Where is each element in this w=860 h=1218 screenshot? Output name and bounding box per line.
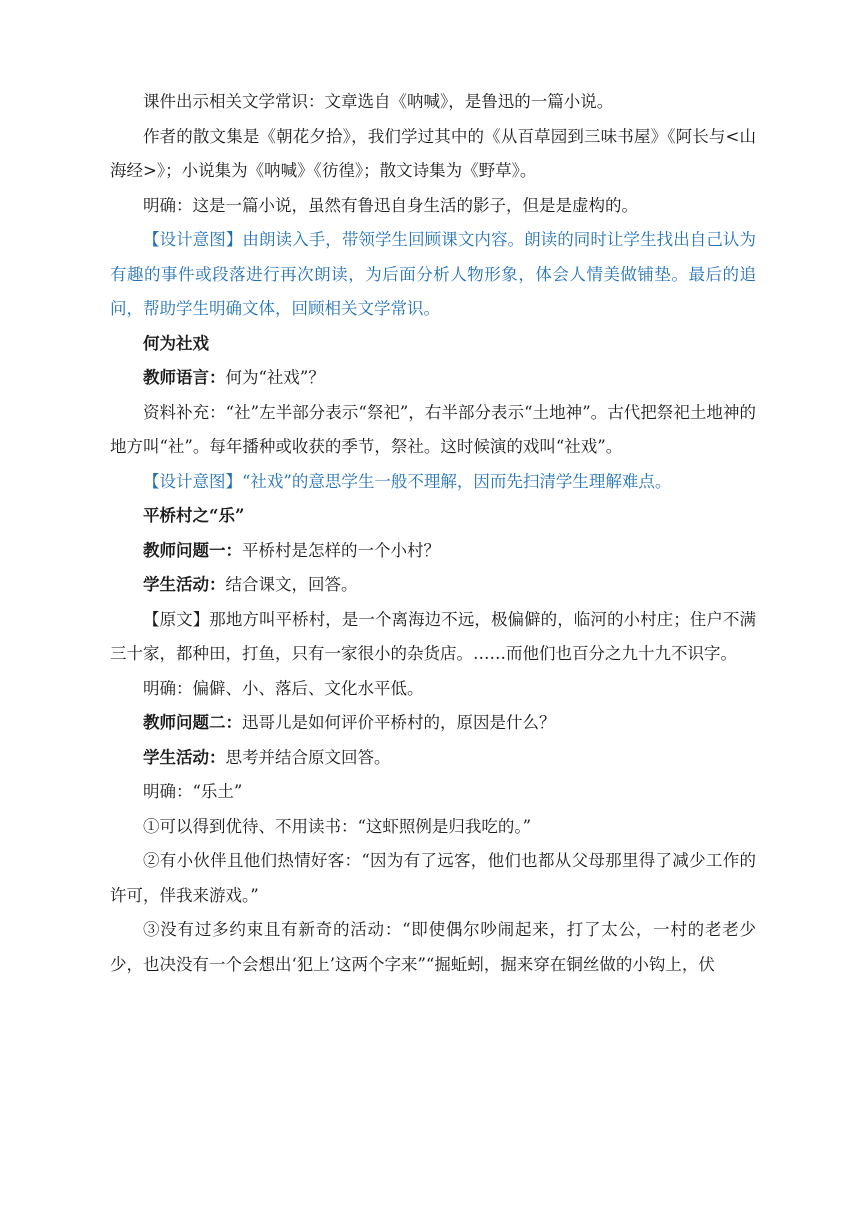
paragraph-supplementary-material: 资料补充：“社”左半部分表示“祭祀”，右半部分表示“土地神”。古代把祭祀土地神的地方叫“社”。每年播种或收获的季节，祭社。这时候演的戏叫“社戏”。 (110, 402, 756, 456)
section-heading-what-is-shexi: 何为社戏 (143, 333, 209, 353)
text-teacher-question-1: 平桥村是怎样的一个小村？ (242, 540, 440, 560)
label-student-activity-2: 学生活动： (143, 747, 226, 767)
paragraph-teacher-question-1 (110, 534, 756, 569)
list-item-reason-1: ①可以得到优待、不用读书：“这虾照例是归我吃的。” (143, 816, 532, 836)
paragraph-literary-knowledge: 课件出示相关文学常识：文章选自《呐喊》，是鲁迅的一篇小说。 (143, 92, 614, 111)
paragraph-author-works: 作者的散文集是《朝花夕拾》，我们学过其中的《从百草园到三味书屋》《阿长与<山海经>》；小说集为《呐喊》《彷徨》；散文诗集为《野草》。 (110, 126, 756, 180)
paragraph-clarification-village: 明确：偏僻、小、落后、文化水平低。 (143, 678, 424, 698)
label-student-activity-1: 学生活动： (143, 575, 226, 594)
text-student-activity-1: 结合课文，回答。 (225, 575, 358, 594)
label-teacher-question-1: 教师问题一： (143, 540, 242, 560)
list-item-reason-3: ③没有过多约束且有新奇的活动：“即使偶尔吵闹起来，打了太公，一村的老老少少，也决没有一个会想出‘犯上’这两个字来”“掘蚯蚓，掘来穿在铜丝做的小钩上，伏 (110, 920, 756, 974)
section-heading-pingqiao-joy: 平桥村之“乐” (143, 506, 245, 525)
paragraph-teacher-question-2 (110, 706, 756, 741)
text-student-activity-2: 思考并结合原文回答。 (225, 747, 391, 767)
paragraph-student-activity-2 (110, 741, 756, 776)
document-body (110, 85, 756, 982)
text-teacher-language: 何为“社戏”？ (225, 368, 325, 387)
paragraph-student-activity-1 (110, 568, 756, 603)
label-teacher-question-2: 教师问题二： (143, 713, 242, 732)
paragraph-original-text: 【原文】那地方叫平桥村，是一个离海边不远，极偏僻的，临河的小村庄；住户不满三十家，都种田，打鱼，只有一家很小的杂货店。……而他们也百分之九十九不识字。 (110, 609, 756, 663)
text-teacher-question-2: 迅哥儿是如何评价平桥村的，原因是什么？ (242, 713, 556, 732)
paragraph-teacher-language (110, 361, 756, 396)
paragraph-design-intent-2: 【设计意图】“社戏”的意思学生一般不理解，因而先扫清学生理解难点。 (143, 471, 672, 491)
label-teacher-language: 教师语言： (143, 368, 226, 387)
list-item-reason-2: ②有小伙伴且他们热情好客：“因为有了远客，他们也都从父母那里得了减少工作的许可，伴我来游戏。” (110, 851, 756, 905)
paragraph-clarification-genre: 明确：这是一篇小说，虽然有鲁迅自身生活的影子，但是是虚构的。 (143, 195, 638, 215)
paragraph-clarification-paradise: 明确：“乐土” (143, 782, 243, 801)
paragraph-design-intent-1: 【设计意图】由朗读入手，带领学生回顾课文内容。朗读的同时让学生找出自己认为有趣的事件或段落进行再次朗读，为后面分析人物形象，体会人情美做铺垫。最后的追问，帮助学生明确文体，回顾相关文学常识。 (110, 230, 756, 318)
